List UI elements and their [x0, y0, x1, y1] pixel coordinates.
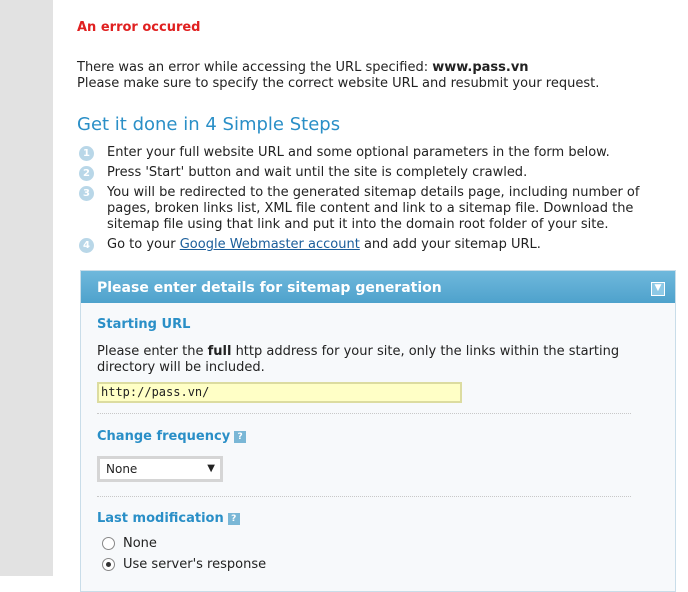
step-2 [77, 165, 677, 181]
step-text: Press 'Start' button and wait until the site is completely crawled. [107, 165, 528, 180]
help-icon[interactable]: ? [228, 513, 240, 525]
change-frequency-select[interactable] [97, 456, 223, 482]
change-frequency-label [97, 429, 246, 444]
desc-bold: full [207, 344, 232, 359]
step-text: You will be redirected to the generated sitemap details page, including number of pages, broken links list, XML file content and link to a sitemap file. Download the sitemap file using that link and put it into the domain root folder of your site. [107, 185, 640, 232]
step-number-icon: 3 [79, 186, 94, 201]
left-gutter [0, 0, 53, 576]
desc-suffix: http address for your site, only the links within the starting directory will be included. [97, 344, 620, 375]
step-4 [77, 237, 677, 253]
radio-option-none[interactable] [97, 534, 266, 552]
starting-url-description [97, 344, 657, 376]
collapse-toggle-icon[interactable]: ▼ [651, 282, 665, 296]
radio-label: None [123, 535, 157, 551]
starting-url-label: Starting URL [97, 317, 191, 332]
step-text-prefix: Go to your [107, 237, 180, 252]
change-frequency-label-text: Change frequency [97, 429, 231, 444]
radio-button-checked[interactable] [102, 558, 115, 571]
dropdown-arrow-icon: ▼ [207, 463, 215, 474]
error-title: An error occured [77, 20, 201, 35]
step-number-icon: 4 [79, 238, 94, 253]
panel-title: Please enter details for sitemap generation [97, 280, 442, 296]
radio-option-server-response[interactable] [97, 555, 266, 573]
radio-label: Use server's response [123, 556, 267, 572]
help-icon[interactable]: ? [234, 431, 246, 443]
error-url: www.pass.vn [432, 60, 529, 75]
change-frequency-selected: None [106, 462, 138, 476]
step-3 [77, 185, 677, 233]
starting-url-section [97, 317, 657, 403]
change-frequency-section [97, 429, 246, 482]
error-line2: Please make sure to specify the correct website URL and resubmit your request. [77, 76, 600, 91]
step-text-suffix: and add your sitemap URL. [359, 237, 541, 252]
error-line1-prefix: There was an error while accessing the URL specified: [77, 60, 433, 75]
last-modification-section [97, 511, 266, 573]
step-text: Enter your full website URL and some optional parameters in the form below. [107, 145, 610, 160]
last-modification-label [97, 511, 266, 526]
step-number-icon: 2 [79, 166, 94, 181]
steps-title: Get it done in 4 Simple Steps [77, 114, 341, 135]
desc-prefix: Please enter the [97, 344, 208, 359]
steps-list [77, 145, 677, 257]
divider [97, 496, 631, 497]
divider [97, 413, 631, 414]
starting-url-input[interactable]: http://pass.vn/ [97, 382, 462, 403]
google-webmaster-link[interactable]: Google Webmaster account [179, 237, 360, 252]
panel-header [81, 271, 675, 303]
step-1 [77, 145, 677, 161]
sitemap-form-panel [80, 270, 676, 592]
step-number-icon: 1 [79, 146, 94, 161]
error-message [77, 60, 599, 92]
radio-button[interactable] [102, 537, 115, 550]
last-modification-label-text: Last modification [97, 511, 224, 526]
